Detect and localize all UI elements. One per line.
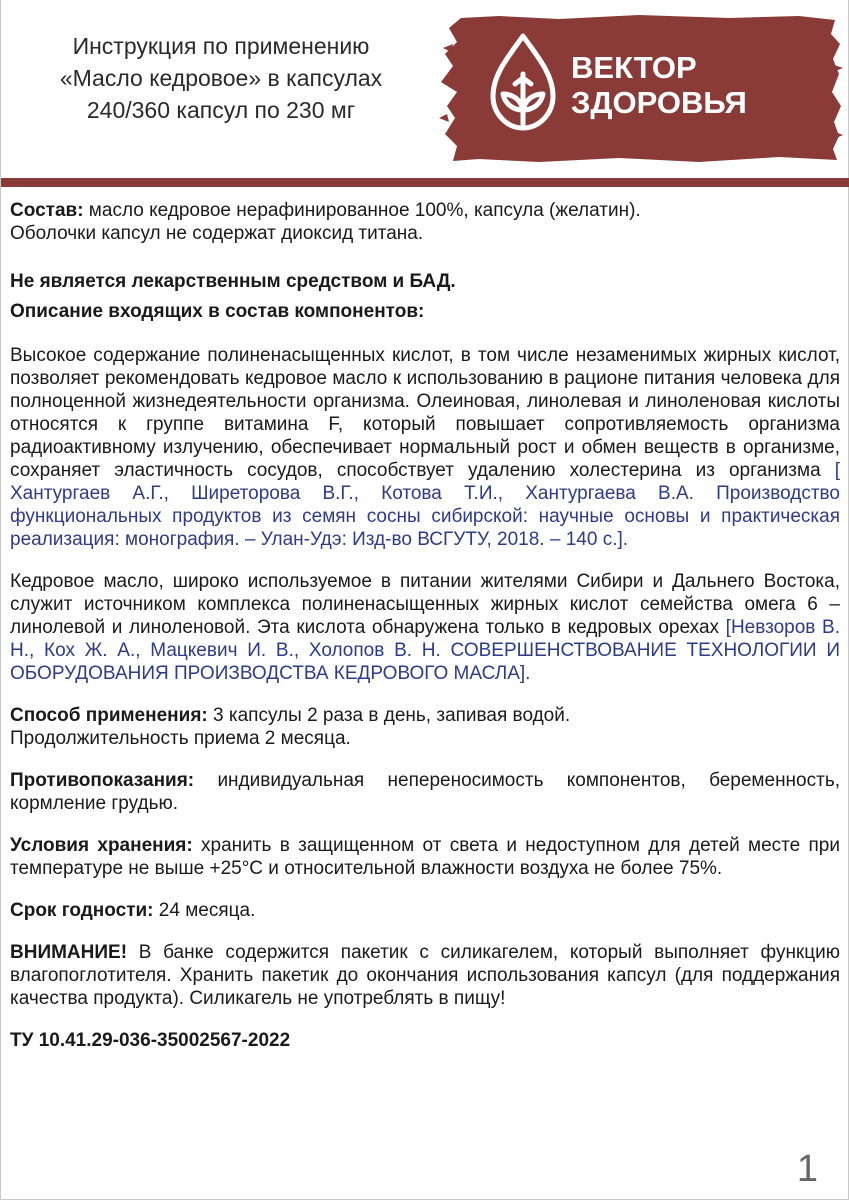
warning-text: В банке содержится пакетик с силикагелем, который выполняет функцию влагопоглотителя. Хранить пакетик до окончания использования капсул (для поддержания качества продукта). Силикагель не употреблять в пищу!	[10, 942, 840, 1009]
header	[1, 0, 849, 178]
composition-label: Состав:	[10, 200, 84, 221]
storage-text: хранить в защищенном от света и недоступном для детей месте при температуре не выше +25°С и относительной влажности воздуха не более 75%.	[10, 835, 840, 879]
document-body	[10, 199, 840, 1052]
page-number: 1	[796, 1148, 818, 1190]
brand-line-2: ЗДОРОВЬЯ	[571, 85, 747, 120]
shelf-life-section	[10, 899, 840, 922]
contraindications-section	[10, 769, 840, 815]
description-heading: Описание входящих в состав компонентов:	[10, 301, 425, 322]
paragraph-1-text: Высокое содержание полиненасыщенных кислот, в том числе незаменимых жирных кислот, позволяет рекомендовать кедровое масло к использованию в рационе питания человека для полноценной жизнедеятельности организма. Олеиновая, линолевая и линоленовая кислоты относятся к группе витамина F, который повышает сопротивляемость организма радиоактивному излучению, обеспечивает нормальный рост и обмен веществ в организме, сохраняет эластичность сосудов, способствует удалению холестерина из организма	[10, 345, 840, 481]
warning-section	[10, 941, 840, 1010]
notice-text: Не является лекарственным средством и БАД.	[10, 271, 456, 292]
title-line-3: 240/360 капсул по 230 мг	[86, 97, 356, 123]
title-line-1: Инструкция по применению	[72, 33, 370, 59]
spec-code: ТУ 10.41.29-036-35002567-2022	[10, 1030, 291, 1051]
composition-text: масло кедровое нерафинированное 100%, капсула (желатин).	[83, 200, 641, 221]
contraindications-label: Противопоказания:	[10, 770, 195, 791]
contraindications-text: индивидуальная непереносимость компонентов, беременность, кормление грудью.	[10, 770, 840, 814]
usage-label: Способ применения:	[10, 705, 208, 726]
paragraph-1-reference: [ Хантургаев А.Г., Ширеторова В.Г., Котова Т.И., Хантургаева В.А. Производство функциональных продуктов из семян сосны сибирской: научные основы и практическая реализация: монография. – Улан-Удэ: Изд-во ВСГУТУ, 2018. – 140 с.].	[10, 460, 840, 550]
paragraph-2-text: Кедровое масло, широко используемое в питании жителями Сибири и Дальнего Востока, служит источником комплекса полиненасыщенных жирных кислот семейства омега 6 – линолевой и линоленовой. Эта кислота обнаружена только в кедровых орехах	[10, 571, 840, 638]
usage-line-2: Продолжительность приема 2 месяца.	[10, 728, 351, 749]
header-divider	[1, 178, 849, 187]
usage-text: 3 капсулы 2 раза в день, запивая водой.	[207, 705, 571, 726]
warning-label: ВНИМАНИЕ!	[10, 942, 128, 963]
logo-banner-icon	[439, 14, 843, 164]
usage-section	[10, 704, 840, 727]
paragraph-2-reference: [Невзоров В. Н., Кох Ж. А., Мацкевич И. В., Холопов В. Н. СОВЕРШЕНСТВОВАНИЕ ТЕХНОЛОГИИ И ОБОРУДОВАНИЯ ПРОИЗВОДСТВА КЕДРОВОГО МАСЛА].	[10, 617, 840, 684]
composition-section	[10, 199, 840, 222]
storage-label: Условия хранения:	[10, 835, 193, 856]
brand-logo	[439, 14, 843, 164]
composition-line-2: Оболочки капсул не содержат диоксид титана.	[10, 223, 424, 244]
paragraph-1	[10, 344, 840, 551]
storage-section	[10, 834, 840, 880]
title-line-2: «Масло кедровое» в капсулах	[59, 65, 383, 91]
paragraph-2	[10, 570, 840, 685]
brand-line-1: ВЕКТОР	[571, 50, 697, 85]
shelf-life-label: Срок годности:	[10, 900, 154, 921]
shelf-life-text: 24 месяца.	[153, 900, 256, 921]
document-title	[21, 30, 421, 126]
